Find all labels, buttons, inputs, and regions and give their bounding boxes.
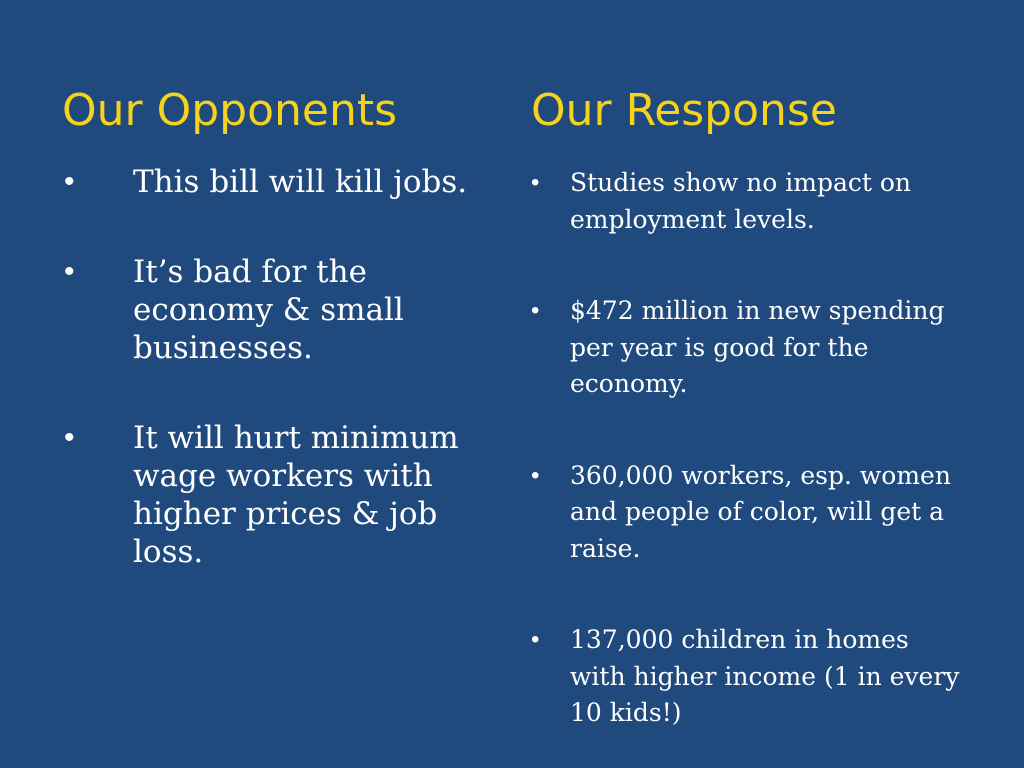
bullet-icon: •: [531, 461, 540, 489]
bullet-icon: •: [64, 421, 75, 454]
opponents-item-text: This bill will kill jobs.: [133, 164, 468, 200]
bullet-icon: •: [531, 297, 540, 324]
opponents-item: [64, 419, 504, 571]
opponents-item: [64, 163, 504, 201]
bullet-icon: •: [64, 165, 75, 198]
response-item-text: 360,000 workers, esp. women and people of color, will get a raise.: [570, 460, 951, 563]
response-list: [531, 165, 971, 732]
bullet-icon: •: [531, 169, 540, 196]
opponents-list: [64, 163, 504, 571]
opponents-title: Our Opponents: [62, 85, 398, 136]
response-item: [531, 458, 971, 568]
bullet-icon: •: [531, 626, 540, 653]
opponents-item-text: It’s bad for the economy & small businesses.: [133, 254, 404, 366]
bullet-icon: •: [64, 255, 75, 288]
opponents-item: [64, 253, 504, 367]
response-item-text: Studies show no impact on employment levels.: [570, 168, 912, 234]
response-item-text: 137,000 children in homes with higher income (1 in every 10 kids!): [570, 625, 960, 727]
response-item-text: $472 million in new spending per year is good for the economy.: [570, 296, 945, 398]
response-item: [531, 165, 971, 238]
response-item: [531, 293, 971, 403]
response-item: [531, 622, 971, 732]
opponents-item-text: It will hurt minimum wage workers with higher prices & job loss.: [133, 420, 459, 570]
response-title: Our Response: [531, 85, 837, 136]
